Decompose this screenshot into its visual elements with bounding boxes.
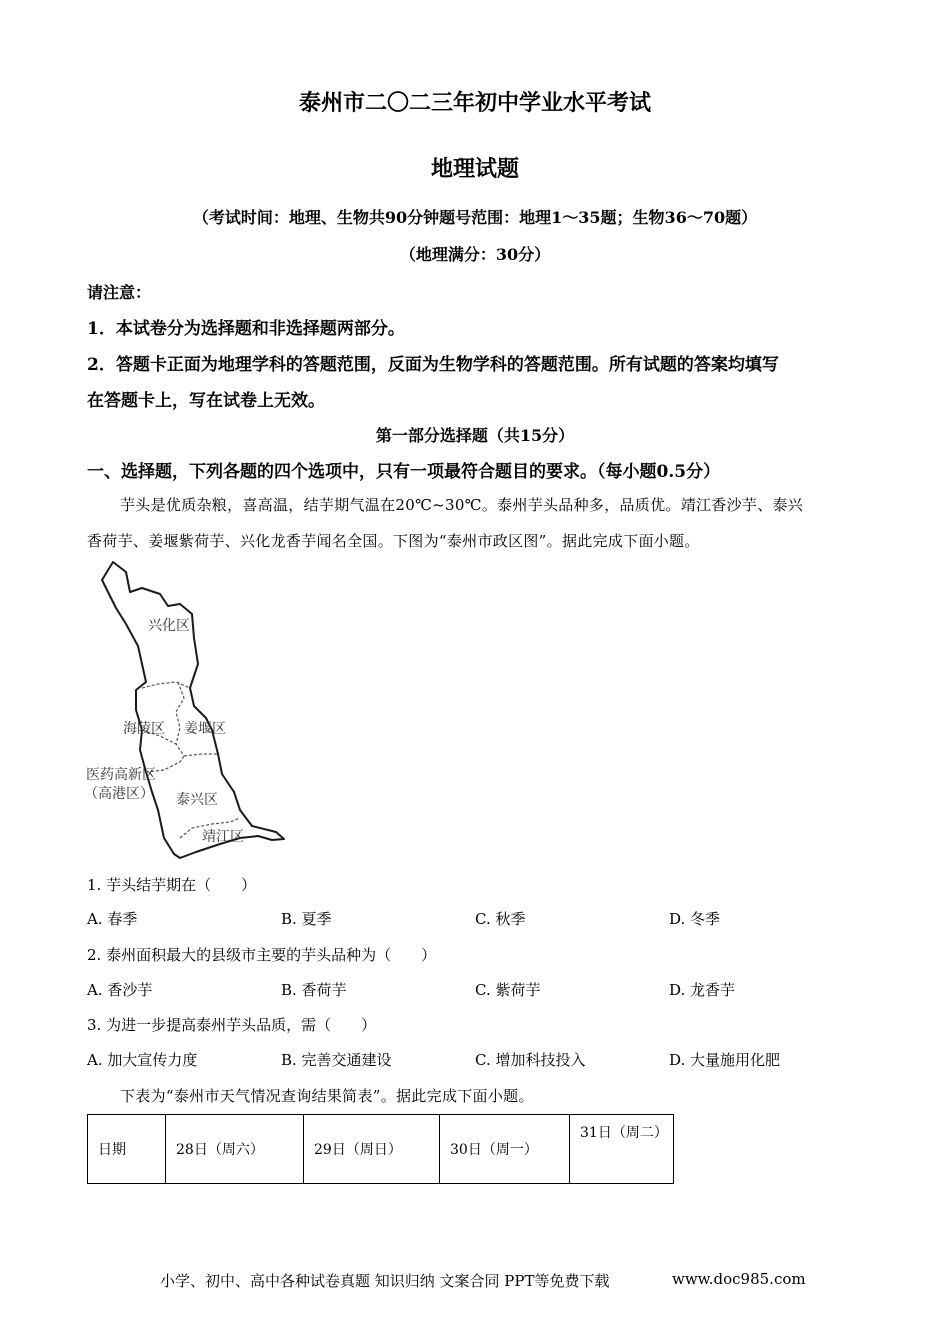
passage-2: 下表为“泰州市天气情况查询结果简表”。据此完成下面小题。: [120, 1087, 534, 1105]
city-outline: [102, 562, 284, 858]
passage-1-line-2: 香荷芋、姜堰紫荷芋、兴化龙香芋闻名全国。下图为“泰州市政区图”。据此完成下面小题。: [87, 532, 700, 550]
map-label-yiyao-line-2: （高港区）: [84, 786, 154, 802]
map-label-xinghua: 兴化区: [148, 618, 190, 634]
notice-item-2-line-1: 2．答题卡正面为地理学科的答题范围，反面为生物学科的答题范围。所有试题的答案均填写: [87, 355, 779, 375]
question-2-option-a[interactable]: A. 香沙芋: [87, 981, 153, 999]
question-3-option-c[interactable]: C. 增加科技投入: [475, 1051, 586, 1069]
taizhou-district-map: [80, 560, 300, 865]
part-1-heading: 第一部分选择题（共15分）: [375, 426, 575, 445]
exam-title: 泰州市二〇二三年初中学业水平考试: [298, 91, 651, 116]
question-1-option-c[interactable]: C. 秋季: [475, 910, 526, 928]
section-1-instructions: 一、选择题，下列各题的四个选项中，只有一项最符合题目的要求。（每小题0.5分）: [87, 462, 721, 482]
question-3-option-a[interactable]: A. 加大宣传力度: [87, 1051, 198, 1069]
table-header-cell: 28日（周六）: [166, 1115, 304, 1184]
notice-heading: 请注意：: [87, 283, 152, 302]
question-2-stem: 2. 泰州面积最大的县级市主要的芋头品种为（ ）: [87, 946, 437, 964]
question-1-option-a[interactable]: A. 春季: [87, 910, 138, 928]
question-3-stem: 3. 为进一步提高泰州芋头品质，需（ ）: [87, 1016, 377, 1034]
question-3-option-b[interactable]: B. 完善交通建设: [281, 1051, 392, 1069]
table-header-cell: 30日（周一）: [440, 1115, 570, 1184]
question-1-option-d[interactable]: D. 冬季: [669, 910, 721, 928]
question-1-option-b[interactable]: B. 夏季: [281, 910, 332, 928]
exam-info: （考试时间：地理、生物共90分钟题号范围：地理1～35题；生物36～70题）: [192, 208, 758, 227]
question-1-stem: 1. 芋头结芋期在（ ）: [87, 876, 257, 894]
notice-item-2-line-2: 在答题卡上，写在试卷上无效。: [87, 391, 325, 411]
question-3-option-d[interactable]: D. 大量施用化肥: [669, 1051, 781, 1069]
question-2-option-b[interactable]: B. 香荷芋: [281, 981, 347, 999]
map-label-jingjiang: 靖江区: [202, 829, 244, 845]
passage-1-line-1: 芋头是优质杂粮，喜高温，结芋期气温在20℃~30℃。泰州芋头品种多，品质优。靖江香沙芋、泰兴: [120, 496, 804, 514]
question-2-option-c[interactable]: C. 紫荷芋: [475, 981, 541, 999]
question-2-option-d[interactable]: D. 龙香芋: [669, 981, 736, 999]
subject-title: 地理试题: [430, 157, 519, 182]
table-row: [88, 1115, 674, 1184]
map-label-jiangyan: 姜堰区: [184, 721, 226, 737]
table-header-cell: 29日（周日）: [304, 1115, 440, 1184]
table-header-cell: 31日（周二）: [570, 1115, 674, 1184]
footer-url[interactable]: www.doc985.com: [672, 1270, 806, 1288]
map-label-hailing: 海陵区: [123, 721, 165, 737]
weather-table: [87, 1114, 674, 1184]
notice-item-1: 1．本试卷分为选择题和非选择题两部分。: [87, 319, 405, 339]
table-header-cell: 日期: [88, 1115, 166, 1184]
map-label-yiyao-line-1: 医药高新区: [86, 767, 156, 783]
map-label-taixing: 泰兴区: [176, 792, 218, 808]
footer-text: 小学、初中、高中各种试卷真题 知识归纳 文案合同 PPT等免费下载: [160, 1272, 610, 1290]
score-info: （地理满分：30分）: [399, 245, 551, 264]
